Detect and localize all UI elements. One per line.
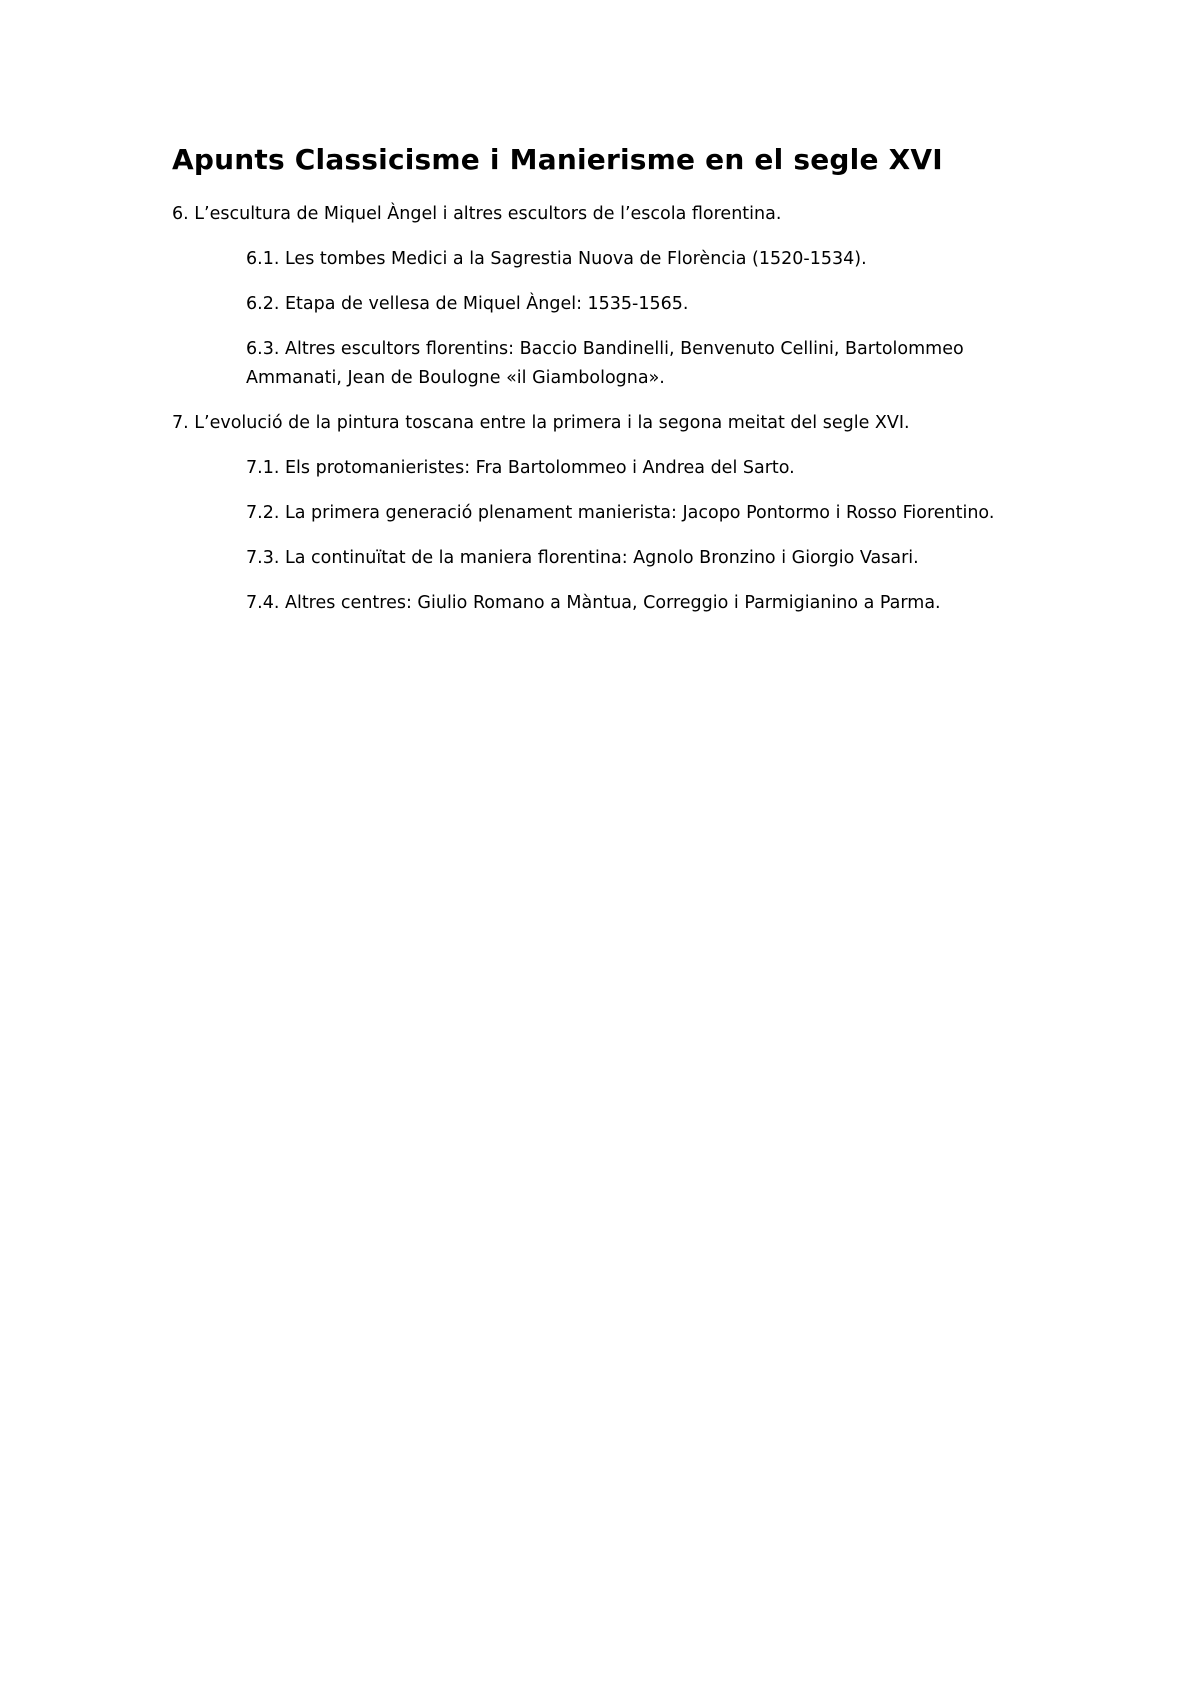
subsection-6-1 bbox=[246, 245, 1052, 274]
subsection-text: La primera generació plenament manierista: Jacopo Pontormo i Rosso Fiorentino. bbox=[284, 503, 995, 523]
subsection-6-3 bbox=[246, 335, 1052, 393]
subsection-text: Les tombes Medici a la Sagrestia Nuova de Florència (1520-1534). bbox=[284, 249, 867, 269]
section-number: 6. bbox=[172, 204, 189, 224]
subsection-6-2 bbox=[246, 290, 1052, 319]
subsection-number: 6.1. bbox=[246, 249, 280, 269]
subsection-text: La continuïtat de la maniera florentina: Agnolo Bronzino i Giorgio Vasari. bbox=[284, 548, 919, 568]
subsection-number: 7.2. bbox=[246, 503, 280, 523]
section-6 bbox=[172, 200, 1052, 229]
subsection-text: Altres centres: Giulio Romano a Màntua, Correggio i Parmigianino a Parma. bbox=[284, 593, 941, 613]
subsection-text: Etapa de vellesa de Miquel Àngel: 1535-1565. bbox=[284, 294, 689, 314]
page-title: Apunts Classicisme i Manierisme en el segle XVI bbox=[172, 143, 943, 176]
subsection-7-1 bbox=[246, 454, 1052, 483]
subsection-7-4 bbox=[246, 589, 1052, 618]
subsection-number: 7.3. bbox=[246, 548, 280, 568]
section-7 bbox=[172, 409, 1052, 438]
section-number: 7. bbox=[172, 413, 189, 433]
document-body bbox=[172, 140, 1052, 634]
subsection-7-3 bbox=[246, 544, 1052, 573]
subsection-text: Altres escultors florentins: Baccio Bandinelli, Benvenuto Cellini, Bartolommeo Ammanati, Jean de Boulogne «il Giambologna». bbox=[246, 339, 964, 388]
subsection-number: 7.1. bbox=[246, 458, 280, 478]
subsection-number: 6.3. bbox=[246, 339, 280, 359]
section-text: L’escultura de Miquel Àngel i altres escultors de l’escola florentina. bbox=[194, 204, 782, 224]
section-text: L’evolució de la pintura toscana entre la primera i la segona meitat del segle XVI. bbox=[194, 413, 910, 433]
subsection-7-2 bbox=[246, 499, 1052, 528]
subsection-number: 6.2. bbox=[246, 294, 280, 314]
subsection-number: 7.4. bbox=[246, 593, 280, 613]
subsection-text: Els protomanieristes: Fra Bartolommeo i Andrea del Sarto. bbox=[284, 458, 795, 478]
